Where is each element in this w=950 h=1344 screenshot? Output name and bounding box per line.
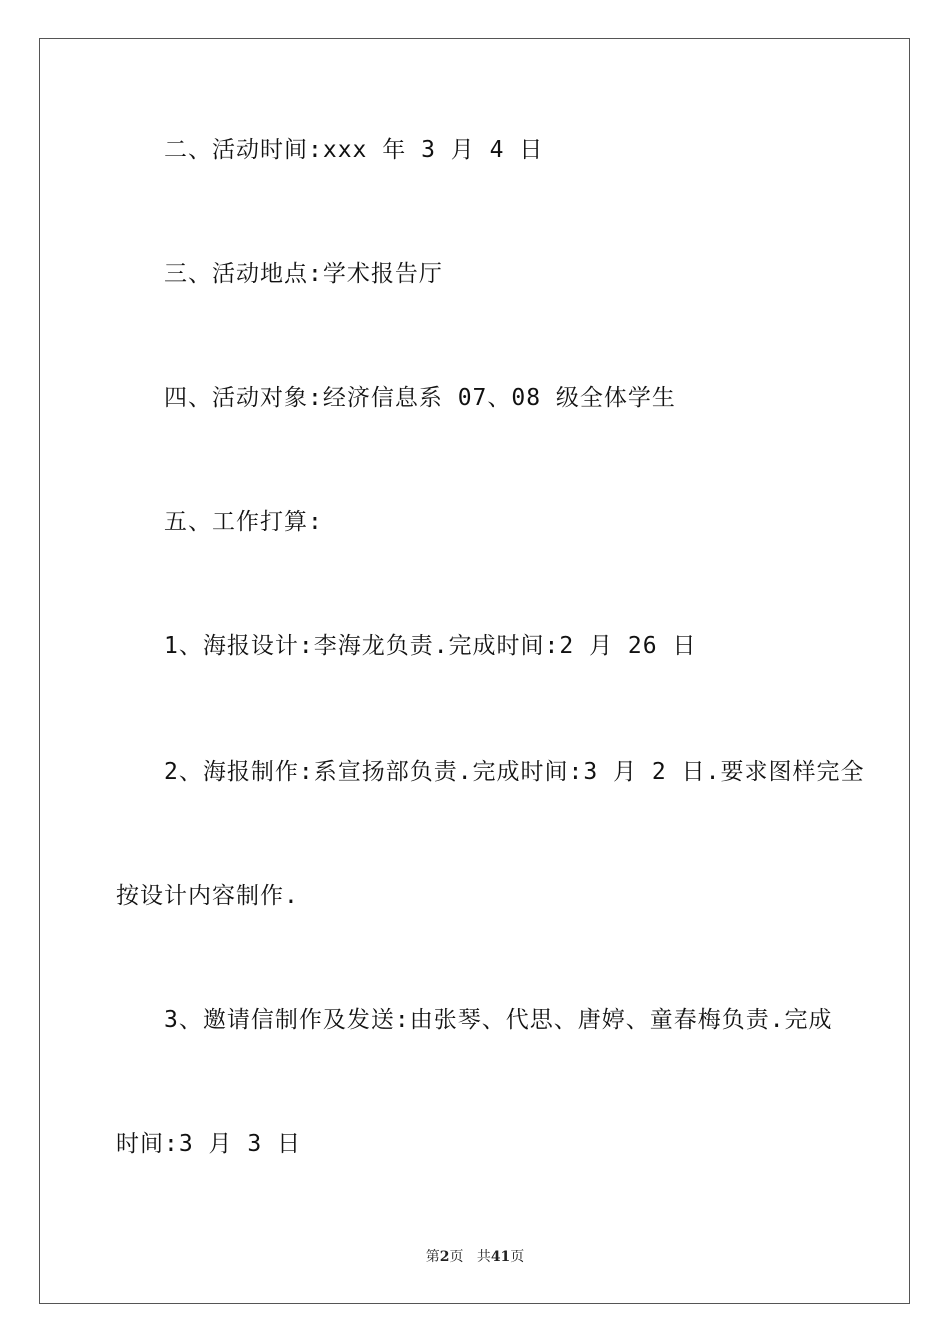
paragraph-activity-time: 二、活动时间:xxx 年 3 月 4 日 (164, 137, 544, 163)
footer-total-prefix: 共 (476, 1249, 491, 1265)
paragraph-poster-production: 2、海报制作:系宣扬部负责.完成时间:3 月 2 日.要求图样完全 (164, 759, 865, 785)
paragraph-work-plan-heading: 五、工作打算: (164, 509, 323, 535)
paragraph-activity-location: 三、活动地点:学术报告厅 (164, 261, 443, 287)
paragraph-activity-audience: 四、活动对象:经济信息系 07、08 级全体学生 (164, 385, 676, 411)
footer-page-suffix: 页 (449, 1249, 464, 1265)
page-footer (0, 1246, 950, 1266)
paragraph-invitation: 3、邀请信制作及发送:由张琴、代思、唐婷、童春梅负责.完成 (164, 1007, 833, 1033)
footer-total-pages: 41 (490, 1249, 511, 1265)
page-border (39, 38, 910, 1304)
footer-total-suffix: 页 (510, 1249, 525, 1265)
footer-page-prefix: 第 (425, 1249, 440, 1265)
paragraph-invitation-cont: 时间:3 月 3 日 (116, 1131, 302, 1157)
paragraph-poster-design: 1、海报设计:李海龙负责.完成时间:2 月 26 日 (164, 633, 697, 659)
paragraph-poster-production-cont: 按设计内容制作. (116, 883, 299, 909)
footer-page-number: 2 (439, 1249, 450, 1265)
